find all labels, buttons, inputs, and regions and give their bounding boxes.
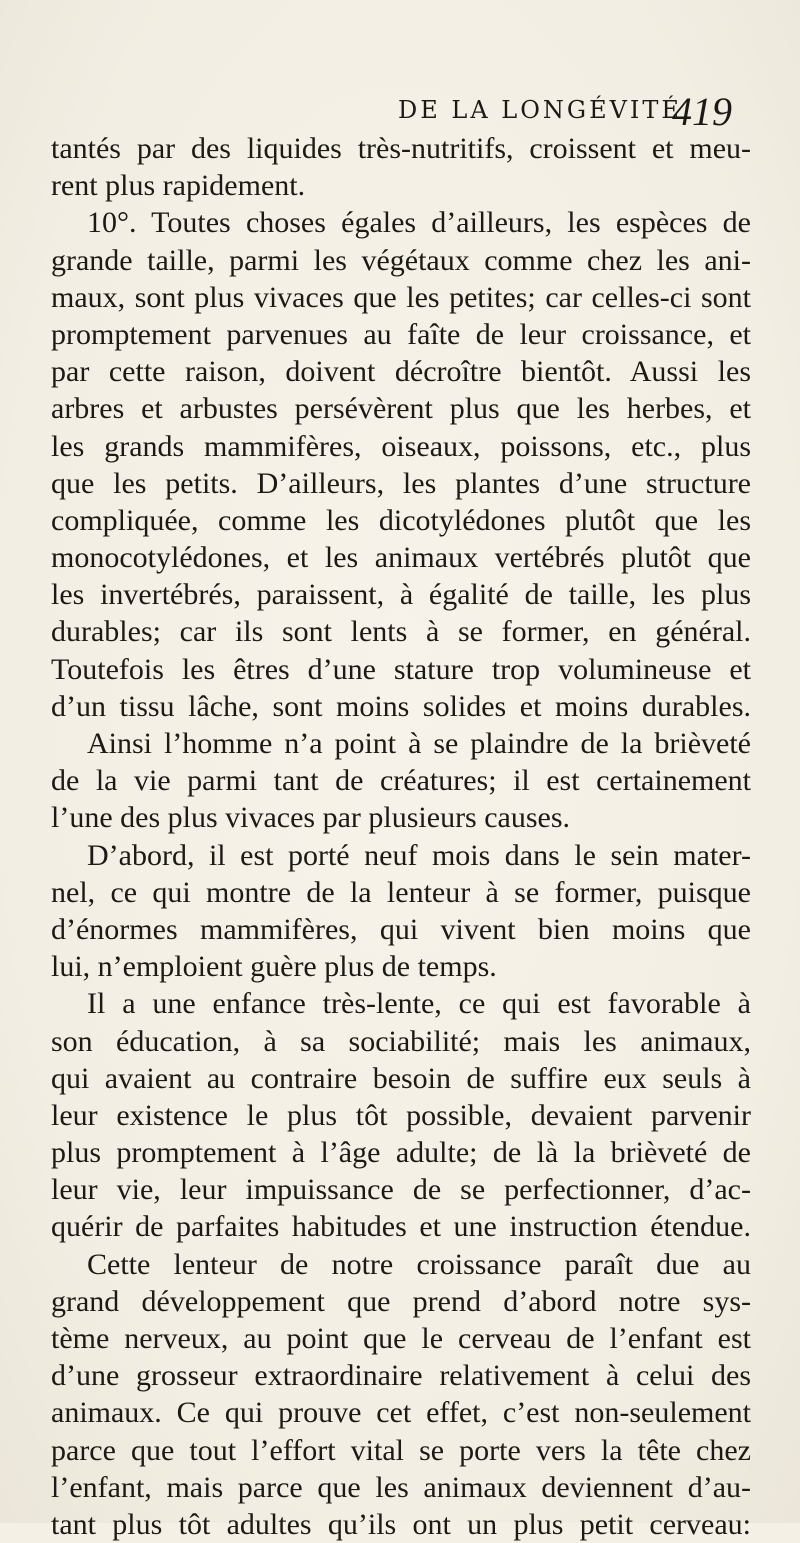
text-line: compliquée, comme les dicotylédones plutôt que les xyxy=(51,503,751,537)
text-line: tant plus tôt adultes qu’ils ont un plus petit cerveau: xyxy=(51,1507,751,1541)
running-title: DE LA LONGÉVITÉ. xyxy=(398,96,693,124)
text-line: les invertébrés, paraissent, à égalité de taille, les plus xyxy=(51,578,751,612)
text-line: D’abord, il est porté neuf mois dans le sein mater- xyxy=(87,838,751,872)
text-line: que les petits. D’ailleurs, les plantes d’une structure xyxy=(51,466,751,500)
text-line: leur existence le plus tôt possible, devaient parvenir xyxy=(51,1098,751,1132)
text-line: monocotylédones, et les animaux vertébrés plutôt que xyxy=(51,541,751,575)
text-line: lui, n’emploient guère plus de temps. xyxy=(51,950,497,984)
text-line: d’un tissu lâche, sont moins solides et moins durables. xyxy=(51,689,751,723)
text-line: parce que tout l’effort vital se porte vers la tête chez xyxy=(51,1433,751,1467)
text-line: rent plus rapidement. xyxy=(51,169,306,203)
text-line: de la vie parmi tant de créatures; il est certainement xyxy=(51,764,751,798)
text-line: son éducation, à sa sociabilité; mais les animaux, xyxy=(51,1024,751,1058)
text-line: tantés par des liquides très-nutritifs, croissent et meu- xyxy=(51,132,751,165)
text-line: tème nerveux, au point que le cerveau de l’enfant est xyxy=(51,1322,751,1355)
text-line: Cette lenteur de notre croissance paraît due au xyxy=(87,1247,751,1281)
text-line: Il a une enfance très-lente, ce qui est favorable à xyxy=(87,987,751,1021)
text-line: d’énormes mammifères, qui vivent bien moins que xyxy=(51,912,751,946)
body-text xyxy=(51,130,751,1543)
text-line: plus promptement à l’âge adulte; de là la brièveté de xyxy=(51,1136,751,1170)
text-line: l’une des plus vivaces par plusieurs causes. xyxy=(51,801,571,835)
text-line: leur vie, leur impuissance de se perfectionner, d’ac- xyxy=(51,1173,751,1207)
text-line: d’une grosseur extraordinaire relativement à celui des xyxy=(51,1359,751,1393)
text-line: par cette raison, doivent décroître bientôt. Aussi les xyxy=(51,355,751,389)
text-line: arbres et arbustes persévèrent plus que les herbes, et xyxy=(51,392,751,426)
text-line: Toutefois les êtres d’une stature trop volumineuse et xyxy=(51,652,751,686)
text-line: nel, ce qui montre de la lenteur à se former, puisque xyxy=(51,875,751,909)
text-line: quérir de parfaites habitudes et une instruction étendue. xyxy=(51,1210,751,1244)
text-line: maux, sont plus vivaces que les petites; car celles-ci sont xyxy=(51,280,751,314)
text-line: grande taille, parmi les végétaux comme chez les ani- xyxy=(51,243,751,277)
text-line: animaux. Ce qui prouve cet effet, c’est non-seulement xyxy=(51,1396,751,1430)
text-line: les grands mammifères, oiseaux, poissons, etc., plus xyxy=(51,429,751,463)
page-number: 419 xyxy=(672,89,732,134)
text-line: 10°. Toutes choses égales d’ailleurs, les espèces de xyxy=(87,206,751,240)
text-line: grand développement que prend d’abord notre sys- xyxy=(51,1284,751,1318)
text-line: durables; car ils sont lents à se former, en général. xyxy=(51,615,751,649)
text-line: qui avaient au contraire besoin de suffire eux seuls à xyxy=(51,1061,751,1095)
text-line: promptement parvenues au faîte de leur croissance, et xyxy=(51,317,751,351)
text-line: Ainsi l’homme n’a point à se plaindre de la brièveté xyxy=(87,727,751,760)
text-line: l’enfant, mais parce que les animaux deviennent d’au- xyxy=(51,1470,751,1504)
